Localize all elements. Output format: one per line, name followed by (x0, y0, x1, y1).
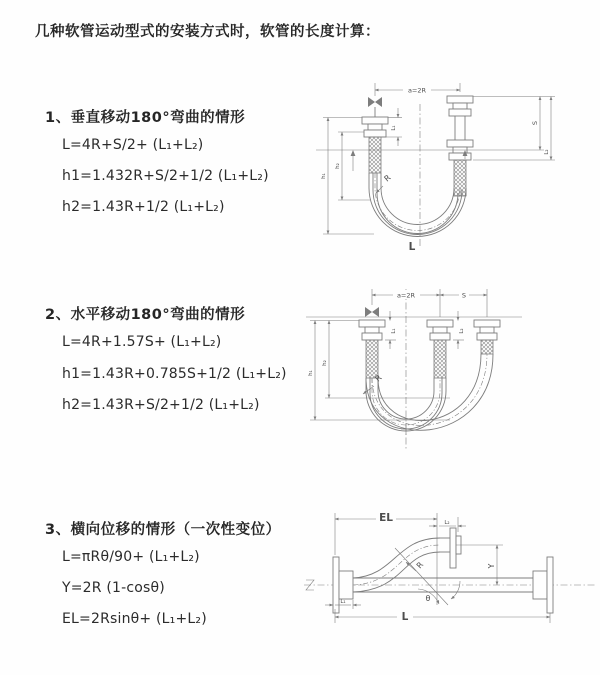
dim-h2-label: h₂ (335, 163, 341, 169)
braid-section (481, 340, 493, 354)
right-flange-straight (533, 557, 553, 613)
section3-heading: 3、横向位移的情形（一次性变位） (45, 522, 281, 538)
dim-a-label: a=2R (396, 291, 416, 300)
dim-L2-label: L₂ (544, 149, 550, 155)
section2-formula-h2: h2=1.43R+S/2+1/2 (L₁+L₂) (62, 397, 260, 413)
section3-formula-EL: EL=2Rsinθ+ (L₁+L₂) (62, 611, 207, 627)
radius-label: R (414, 560, 426, 571)
right-flange-moved (474, 320, 500, 354)
radius-label: R (373, 373, 384, 384)
dim-h1-label: h₁ (321, 173, 327, 179)
section2-formula-h1: h1=1.43R+0.785S+1/2 (L₁+L₂) (62, 366, 287, 382)
section3-formula-L: L=πRθ/90+ (L₁+L₂) (62, 549, 200, 565)
dim-L2-label: L₂ (459, 328, 465, 334)
section2-formula-L: L=4R+1.57S+ (L₁+L₂) (62, 334, 222, 350)
dim-L-label: L (401, 611, 409, 623)
braid-section (366, 340, 378, 378)
dim-Y-label: Y (487, 563, 496, 569)
dim-L1-label: L₁ (391, 328, 397, 334)
dim-L1-label: L₁ (340, 599, 346, 605)
diagram-lateral-displacement (300, 505, 600, 660)
dim-L (335, 609, 550, 623)
middle-flange (427, 320, 453, 378)
dim-L1-label: L₁ (391, 125, 397, 131)
diagram-horizontal-180-bend (300, 283, 590, 463)
left-flange (362, 117, 388, 173)
dim-S-label: S (461, 291, 467, 300)
dim-L1 (325, 599, 361, 609)
dim-Y (456, 545, 503, 585)
dim-L2 (473, 97, 555, 161)
dim-h1-label: h₁ (308, 370, 314, 376)
valve-icon (365, 307, 379, 317)
hose-displaced-position (353, 538, 440, 592)
braid-section (369, 137, 381, 173)
hose-u-bend (369, 173, 466, 237)
section1-formula-L: L=4R+S/2+ (L₁+L₂) (62, 137, 204, 153)
dim-L1 (381, 108, 402, 146)
top-flange-displaced (440, 528, 461, 568)
dim-h2 (322, 321, 450, 399)
radius-callout (376, 173, 393, 193)
length-label: L (408, 241, 416, 253)
dim-h2-label: h₂ (322, 360, 328, 366)
dim-EL-label: EL (379, 512, 393, 524)
dim-S-label: S (531, 120, 539, 126)
braid-section (434, 340, 446, 378)
section2-heading: 2、水平移动180°弯曲的情形 (45, 307, 246, 323)
reference-line (316, 150, 544, 171)
section1-formula-h1: h1=1.432R+S/2+1/2 (L₁+L₂) (62, 168, 269, 184)
dim-S (473, 97, 555, 151)
page-title: 几种软管运动型式的安装方式时，软管的长度计算： (35, 24, 380, 40)
diagram-vertical-180-bend (312, 76, 582, 258)
radius-label: R (382, 173, 393, 184)
angle-label: θ (425, 594, 431, 603)
right-flange-assembly (447, 96, 473, 196)
dim-h2 (335, 132, 370, 200)
radius-callout (406, 560, 426, 571)
dim-a-2R-and-S (372, 289, 487, 317)
section1-heading: 1、垂直移动180°弯曲的情形 (45, 110, 246, 126)
left-flange (359, 320, 385, 378)
dim-a-label: a=2R (407, 86, 427, 95)
section3-formula-Y: Y=2R (1-cosθ) (62, 580, 165, 596)
valve-icon (368, 97, 382, 117)
dim-a-2R (375, 83, 460, 96)
section1-formula-h2: h2=1.43R+1/2 (L₁+L₂) (62, 199, 225, 215)
dim-L2-label: L₂ (444, 520, 450, 526)
